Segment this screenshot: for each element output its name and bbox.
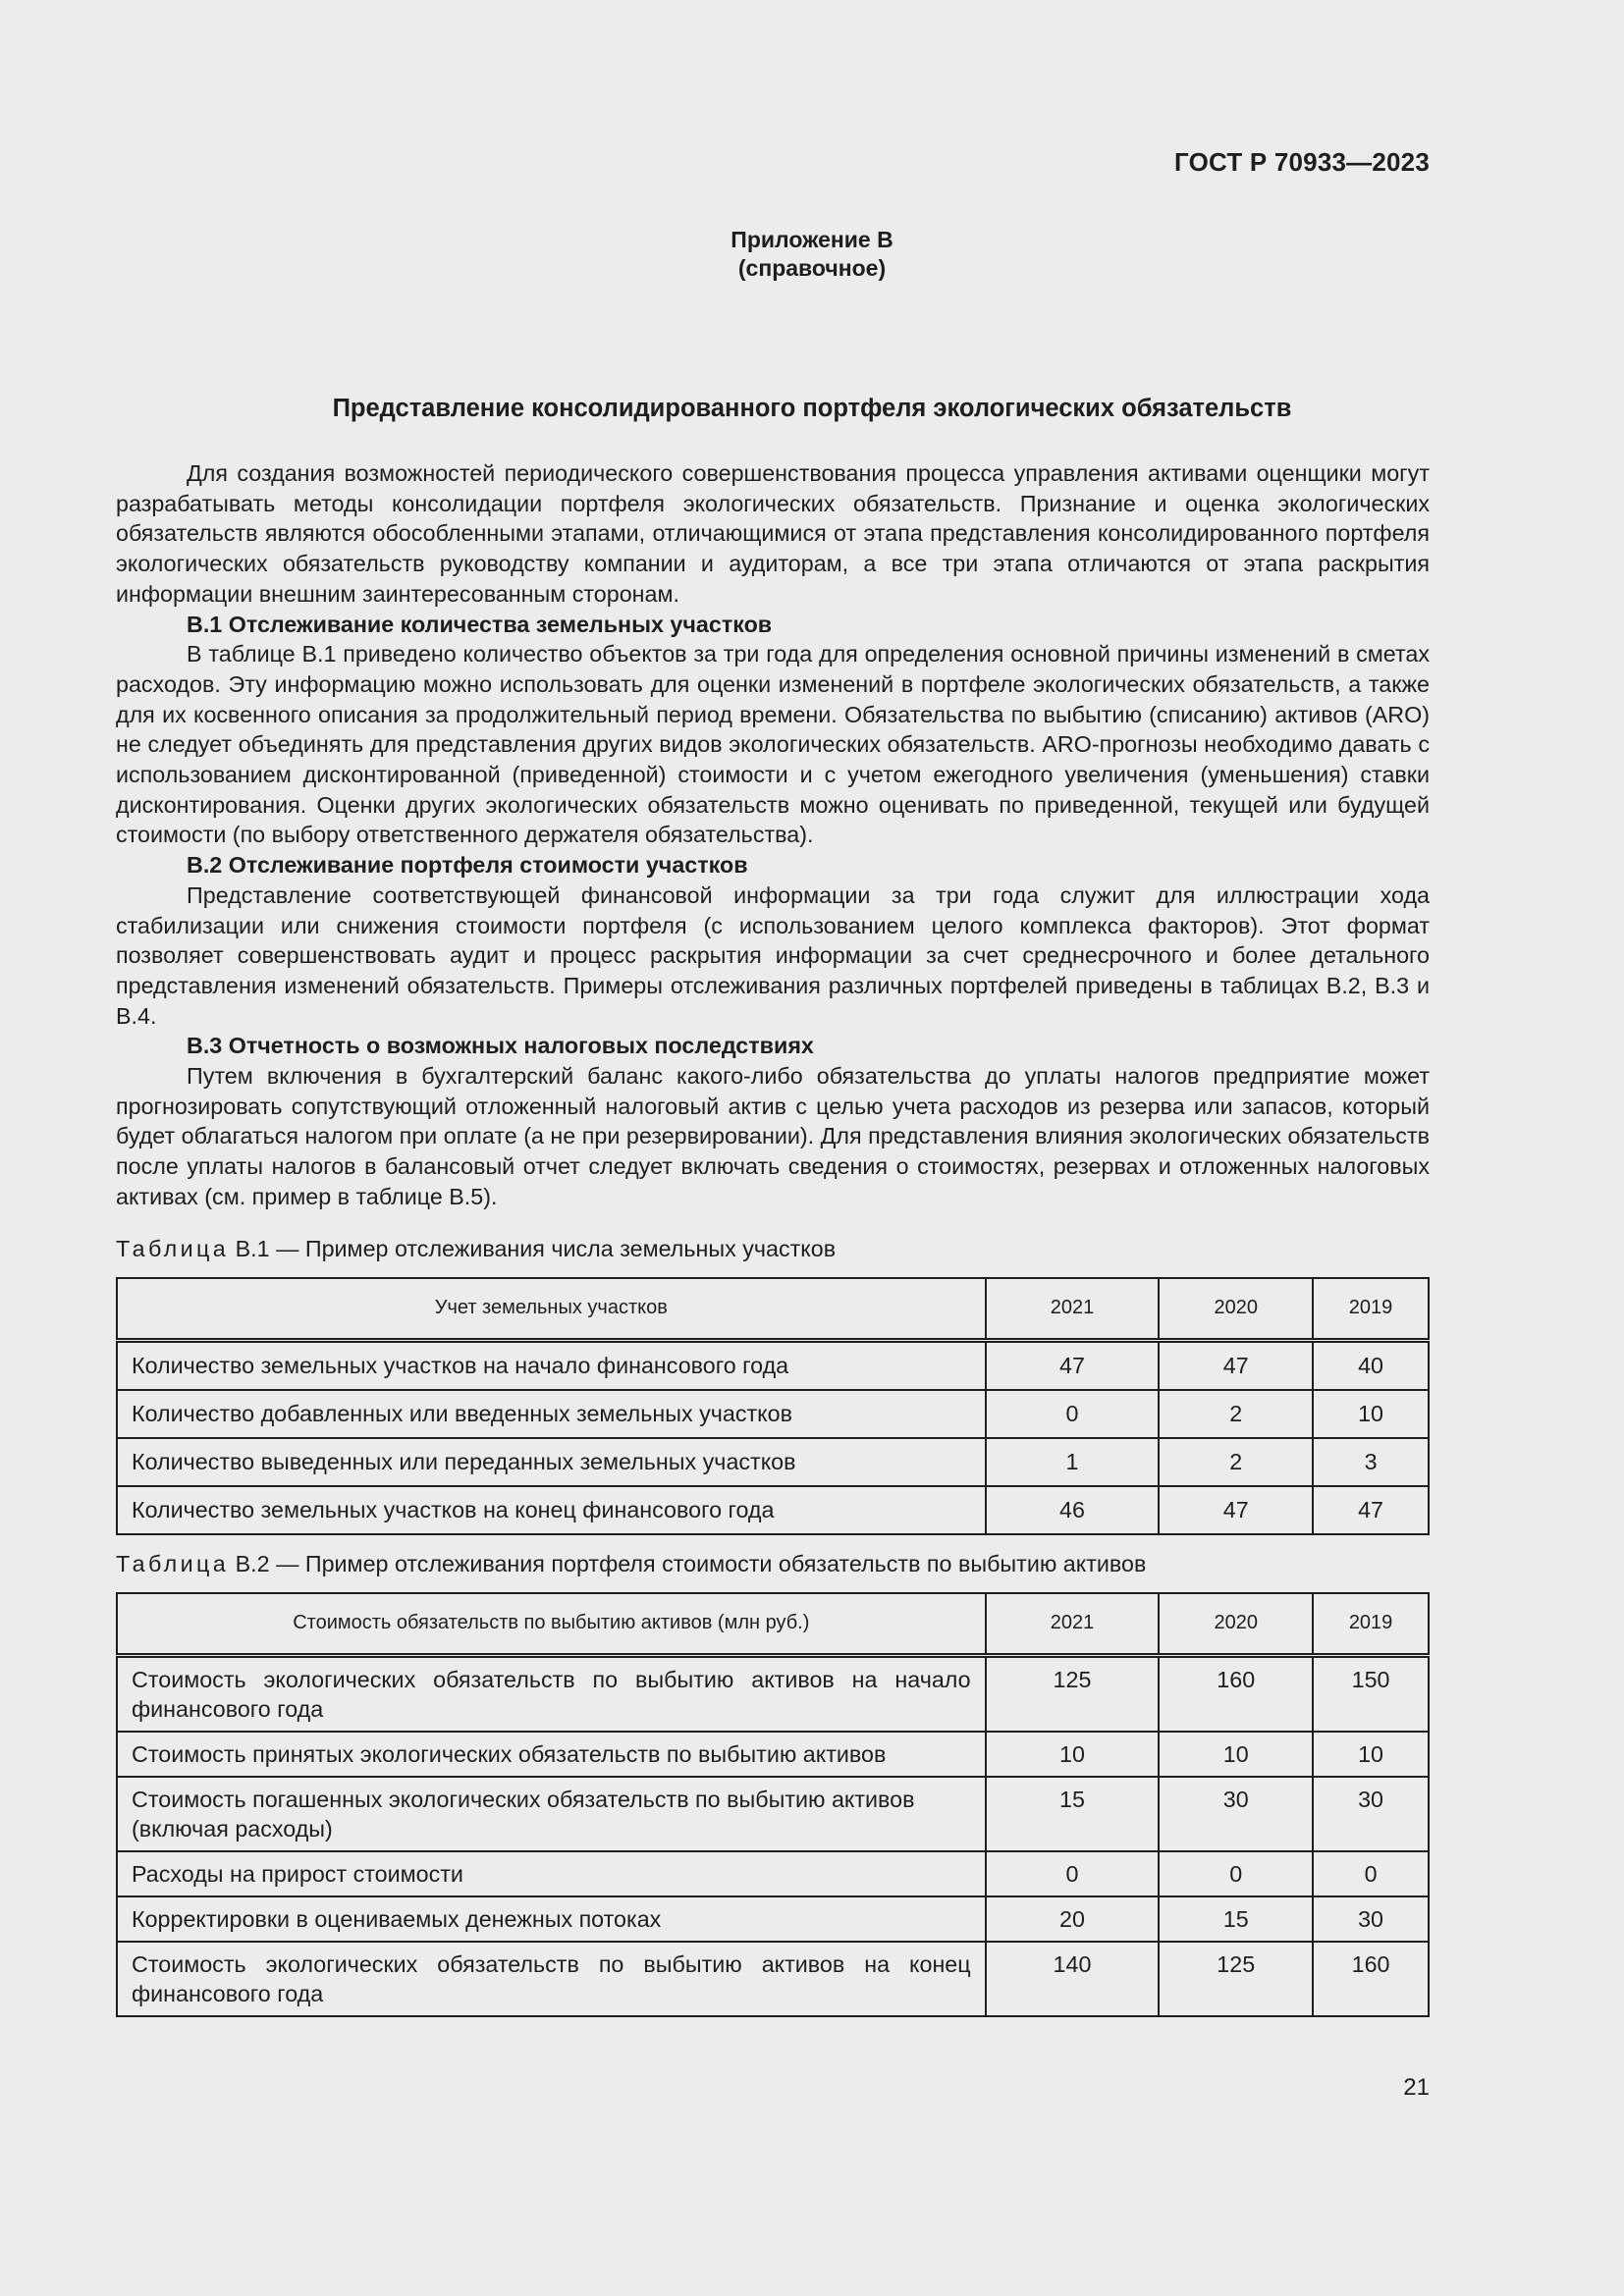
table-cell: Количество земельных участков на конец финансового года bbox=[117, 1486, 986, 1534]
appendix-title: Приложение В bbox=[731, 227, 893, 252]
table-cell: 2 bbox=[1159, 1438, 1313, 1486]
table-cell: 160 bbox=[1159, 1655, 1313, 1732]
table1-caption-text: В.1 — Пример отслеживания числа земельных участков bbox=[229, 1235, 837, 1261]
section-heading-b3: В.3 Отчетность о возможных налоговых последствиях bbox=[187, 1033, 814, 1059]
table-cell: 10 bbox=[1159, 1732, 1313, 1777]
table-cell: 150 bbox=[1313, 1655, 1429, 1732]
table1-caption bbox=[116, 1234, 1430, 1263]
section-text-b1: В таблице В.1 приведено количество объектов за три года для определения основной причины изменений в сметах расходов. Эту информацию можно использовать для оценки изменений в портфеле экологических обязательств, а также для их косвенного описания за продолжительный период времени. Обязательства по выбытию (списанию) активов (ARO) не следует объединять для представления других видов экологических обязательств. ARO-прогнозы необходимо давать с использованием дисконтированной (приведенной) стоимости и с учетом ежегодного увеличения (уменьшения) ставки дисконтирования. Оценки других экологических обязательств можно оценивать по приведенной, текущей или будущей стоимости (по выбору ответственного держателя обязательства). bbox=[116, 641, 1430, 848]
table-row bbox=[117, 1390, 1429, 1438]
section-text-b3: Путем включения в бухгалтерский баланс какого-либо обязательства до уплаты налогов предприятие может прогнозировать сопутствующий отложенный налоговый актив с целью учета расходов из резерва или запасов, который будет облагаться налогом при оплате (а не при резервировании). Для представления влияния экологических обязательств после уплаты налогов в балансовый отчет следует включать сведения о стоимостях, резервах и отложенных налоговых активах (см. пример в таблице В.5). bbox=[116, 1063, 1430, 1209]
table-row bbox=[117, 1486, 1429, 1534]
table2-header-cell: 2021 bbox=[986, 1593, 1160, 1656]
table-cell: Количество добавленных или введенных земельных участков bbox=[117, 1390, 986, 1438]
table-row bbox=[117, 1777, 1429, 1851]
table-cell: Количество земельных участков на начало финансового года bbox=[117, 1340, 986, 1390]
table-cell: 1 bbox=[986, 1438, 1160, 1486]
table1-caption-label: Таблица bbox=[116, 1235, 230, 1261]
table-cell: 2 bbox=[1159, 1390, 1313, 1438]
section-heading-b2: В.2 Отслеживание портфеля стоимости участков bbox=[187, 852, 748, 879]
table-cell: 30 bbox=[1159, 1777, 1313, 1851]
table1-header-cell: 2021 bbox=[986, 1278, 1160, 1341]
table-row bbox=[117, 1851, 1429, 1896]
table-cell: 0 bbox=[986, 1390, 1160, 1438]
table-cell: 0 bbox=[986, 1851, 1160, 1896]
table-cell: 30 bbox=[1313, 1777, 1429, 1851]
table1-header-row bbox=[117, 1278, 1429, 1341]
table-row bbox=[117, 1896, 1429, 1942]
appendix-heading bbox=[0, 226, 1624, 283]
table1-header-cell: 2019 bbox=[1313, 1278, 1429, 1341]
table-cell: 47 bbox=[1159, 1486, 1313, 1534]
table-cell: 0 bbox=[1313, 1851, 1429, 1896]
table2-caption-label: Таблица bbox=[116, 1550, 230, 1576]
page-number: 21 bbox=[1403, 2074, 1430, 2101]
table-cell: 40 bbox=[1313, 1340, 1429, 1390]
table2-header-cell: 2020 bbox=[1159, 1593, 1313, 1656]
table-cell: 140 bbox=[986, 1942, 1160, 2016]
table2-caption-text: В.2 — Пример отслеживания портфеля стоимости обязательств по выбытию активов bbox=[229, 1550, 1147, 1576]
section-text-b2: Представление соответствующей финансовой информации за три года служит для иллюстрации хода стабилизации или снижения стоимости портфеля (с использованием целого комплекса факторов). Этот формат позволяет совершенствовать аудит и процесс раскрытия информации за счет среднесрочного и более детального представления изменений обязательств. Примеры отслеживания различных портфелей приведены в таблицах В.2, В.3 и В.4. bbox=[116, 881, 1430, 1029]
table-cell: Количество выведенных или переданных земельных участков bbox=[117, 1438, 986, 1486]
table1-header-cell: 2020 bbox=[1159, 1278, 1313, 1341]
table-cell: 15 bbox=[986, 1777, 1160, 1851]
table-b2 bbox=[116, 1592, 1430, 2017]
table-cell: 125 bbox=[1159, 1942, 1313, 2016]
table-row bbox=[117, 1438, 1429, 1486]
table-cell: 125 bbox=[986, 1655, 1160, 1732]
table2-header-row bbox=[117, 1593, 1429, 1656]
table-cell: Стоимость экологических обязательств по выбытию активов на начало финансового года bbox=[117, 1655, 986, 1732]
main-title: Представление консолидированного портфеля экологических обязательств bbox=[332, 395, 1292, 422]
table-cell: 20 bbox=[986, 1896, 1160, 1942]
appendix-type: (справочное) bbox=[737, 255, 887, 281]
table2-caption bbox=[116, 1549, 1430, 1578]
table-cell: 47 bbox=[986, 1340, 1160, 1390]
table2-header-cell: 2019 bbox=[1313, 1593, 1429, 1656]
table2-header-cell: Стоимость обязательств по выбытию активов (млн руб.) bbox=[117, 1593, 986, 1656]
table-cell: 30 bbox=[1313, 1896, 1429, 1942]
table-row bbox=[117, 1340, 1429, 1390]
section-heading-b1: В.1 Отслеживание количества земельных участков bbox=[187, 611, 773, 637]
table1-header-cell: Учет земельных участков bbox=[117, 1278, 986, 1341]
table-cell: 160 bbox=[1313, 1942, 1429, 2016]
table-cell: Стоимость принятых экологических обязательств по выбытию активов bbox=[117, 1732, 986, 1777]
table-cell: Стоимость погашенных экологических обязательств по выбытию активов (включая расходы) bbox=[117, 1777, 986, 1851]
intro-paragraph: Для создания возможностей периодического совершенствования процесса управления активами оценщики могут разрабатывать методы консолидации портфеля экологических обязательств. Признание и оценка экологических обязательств являются обособленными этапами, отличающимися от этапа представления консолидированного портфеля экологических обязательств руководству компании и аудиторам, а все три этапа отличаются от этапа раскрытия информации внешним заинтересованным сторонам. bbox=[116, 460, 1430, 607]
table-row bbox=[117, 1732, 1429, 1777]
table-cell: 10 bbox=[1313, 1390, 1429, 1438]
table-b1 bbox=[116, 1277, 1430, 1535]
table-cell: 10 bbox=[986, 1732, 1160, 1777]
document-body bbox=[116, 458, 1430, 2017]
table-cell: Корректировки в оцениваемых денежных потоках bbox=[117, 1896, 986, 1942]
table-cell: Стоимость экологических обязательств по выбытию активов на конец финансового года bbox=[117, 1942, 986, 2016]
table-row bbox=[117, 1942, 1429, 2016]
table-cell: 47 bbox=[1159, 1340, 1313, 1390]
table-cell: 10 bbox=[1313, 1732, 1429, 1777]
table-cell: 0 bbox=[1159, 1851, 1313, 1896]
standard-code: ГОСТ Р 70933—2023 bbox=[1174, 147, 1430, 177]
table-cell: 46 bbox=[986, 1486, 1160, 1534]
table-cell: 15 bbox=[1159, 1896, 1313, 1942]
table-row bbox=[117, 1655, 1429, 1732]
table-cell: 3 bbox=[1313, 1438, 1429, 1486]
table-cell: 47 bbox=[1313, 1486, 1429, 1534]
table-cell: Расходы на прирост стоимости bbox=[117, 1851, 986, 1896]
